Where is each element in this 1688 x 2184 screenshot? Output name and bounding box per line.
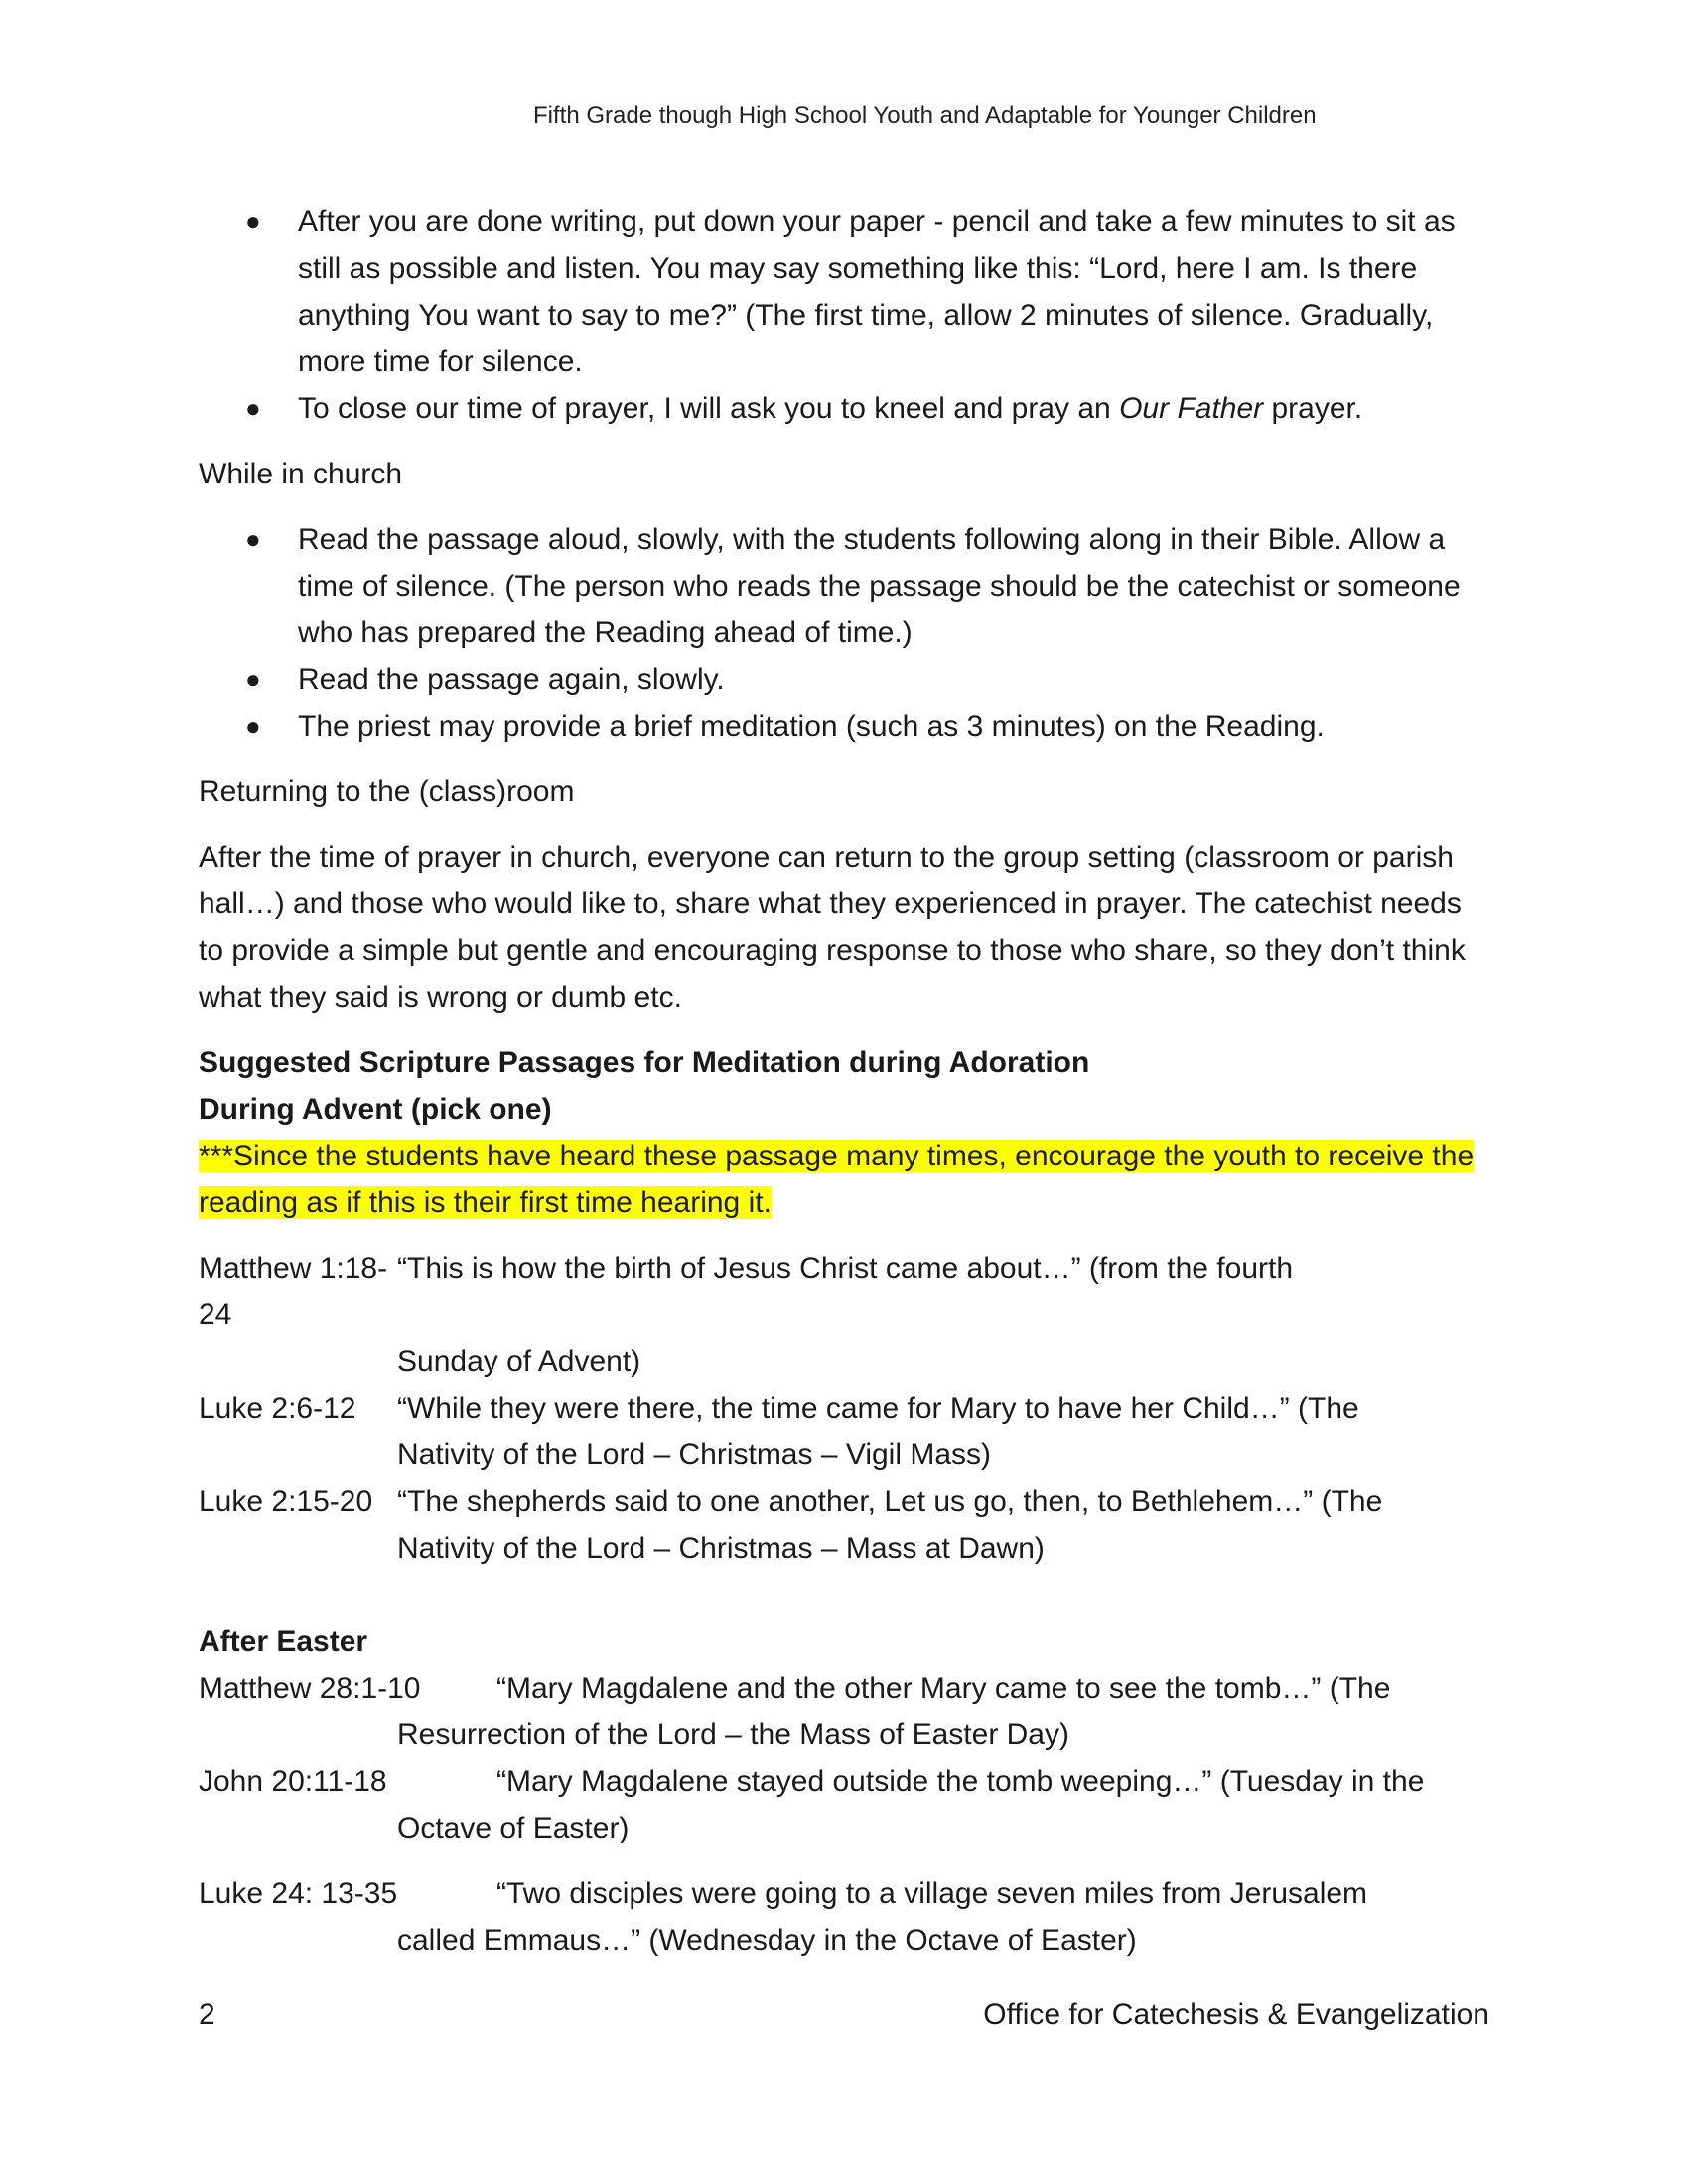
passage-quote: “Two disciples were going to a village seven miles from Jerusalem — [496, 1877, 1368, 1910]
bullet-icon: ● — [245, 524, 261, 554]
highlighted-note — [199, 1133, 1489, 1226]
passage-reference: Luke 24: 13-35 — [199, 1877, 398, 1910]
list-item — [199, 199, 1489, 385]
church-bullet-list — [199, 516, 1489, 750]
advent-heading: During Advent (pick one) — [199, 1093, 552, 1126]
bullet-icon: ● — [245, 206, 261, 236]
passage-quote-continued: Octave of Easter) — [397, 1812, 630, 1844]
list-item-text-after: prayer. — [1263, 392, 1363, 425]
list-item-text-before: To close our time of prayer, I will ask you to kneel and pray an — [298, 392, 1120, 425]
church-section-label: While in church — [199, 458, 403, 490]
passage-entry — [199, 1665, 1489, 1758]
passage-quote: “This is how the birth of Jesus Christ came about…” (from the fourth — [397, 1252, 1294, 1285]
passage-entry — [199, 1870, 1489, 1964]
page-body — [199, 199, 1489, 1964]
passage-entry — [199, 1478, 1489, 1571]
passage-entry — [199, 1245, 1489, 1385]
list-item — [199, 703, 1489, 750]
passage-quote-continued: Resurrection of the Lord – the Mass of Easter Day) — [397, 1718, 1069, 1751]
passage-quote: “The shepherds said to one another, Let us go, then, to Bethlehem…” (The — [397, 1485, 1383, 1518]
passage-reference: John 20:11-18 — [199, 1765, 387, 1798]
passage-quote-continued: called Emmaus…” (Wednesday in the Octave of Easter) — [397, 1924, 1137, 1957]
footer-office-name: Office for Catechesis & Evangelization — [983, 1998, 1489, 2031]
passage-quote: “While they were there, the time came for Mary to have her Child…” (The — [397, 1392, 1359, 1425]
advent-passage-list — [199, 1245, 1489, 1571]
list-item-text: Read the passage aloud, slowly, with the students following along in their Bible. Allow a time of silence. (The person who reads the passage should be the catechist or someone who has prepared the Reading ahead of time.) — [298, 523, 1461, 649]
list-item — [199, 656, 1489, 703]
easter-heading: After Easter — [199, 1625, 368, 1658]
passage-quote: “Mary Magdalene and the other Mary came to see the tomb…” (The — [496, 1672, 1391, 1705]
highlighted-note-text: ***Since the students have heard these passage many times, encourage the youth to receive the reading as if this is their first time hearing it. — [199, 1140, 1475, 1219]
return-section-label: Returning to the (class)room — [199, 775, 575, 808]
list-item-text: Read the passage again, slowly. — [298, 663, 725, 696]
list-item-italic: Our Father — [1119, 392, 1264, 425]
scripture-heading: Suggested Scripture Passages for Meditation during Adoration — [199, 1046, 1090, 1079]
running-header: Fifth Grade though High School Youth and Adaptable for Younger Children — [533, 102, 1317, 129]
passage-entry — [199, 1758, 1489, 1851]
passage-quote-continued: Nativity of the Lord – Christmas – Vigil Mass) — [397, 1438, 991, 1471]
passage-entry — [199, 1385, 1489, 1478]
bullet-icon: ● — [245, 711, 261, 741]
list-item — [199, 385, 1489, 432]
passage-reference: Matthew 1:18-24 — [199, 1252, 388, 1331]
bullet-icon: ● — [245, 664, 261, 694]
list-item-text: After you are done writing, put down your paper - pencil and take a few minutes to sit as still as possible and listen. You may say something like this: “Lord, here I am. Is there anything You want to say to me?” (The first time, allow 2 minutes of silence. Gradually, more time for silence. — [298, 205, 1456, 378]
easter-passage-list — [199, 1665, 1489, 1964]
passage-reference: Luke 2:15-20 — [199, 1485, 373, 1518]
passage-reference: Matthew 28:1-10 — [199, 1672, 421, 1705]
top-bullet-list — [199, 199, 1489, 432]
list-item — [199, 516, 1489, 656]
bullet-icon: ● — [245, 393, 261, 423]
passage-quote: “Mary Magdalene stayed outside the tomb weeping…” (Tuesday in the — [496, 1765, 1425, 1798]
return-paragraph: After the time of prayer in church, everyone can return to the group setting (classroom or parish hall…) and those who would like to, share what they experienced in prayer. The catechist needs to provide a simple but gentle and encouraging response to those who share, so they don’t think what they said is wrong or dumb etc. — [199, 841, 1466, 1014]
list-item-text: The priest may provide a brief meditation (such as 3 minutes) on the Reading. — [298, 710, 1325, 743]
page-footer — [199, 1995, 1489, 2035]
page-number: 2 — [199, 1998, 215, 2031]
passage-reference: Luke 2:6-12 — [199, 1392, 356, 1425]
passage-quote-continued: Nativity of the Lord – Christmas – Mass at Dawn) — [397, 1532, 1045, 1565]
passage-quote-continued: Sunday of Advent) — [397, 1345, 641, 1378]
